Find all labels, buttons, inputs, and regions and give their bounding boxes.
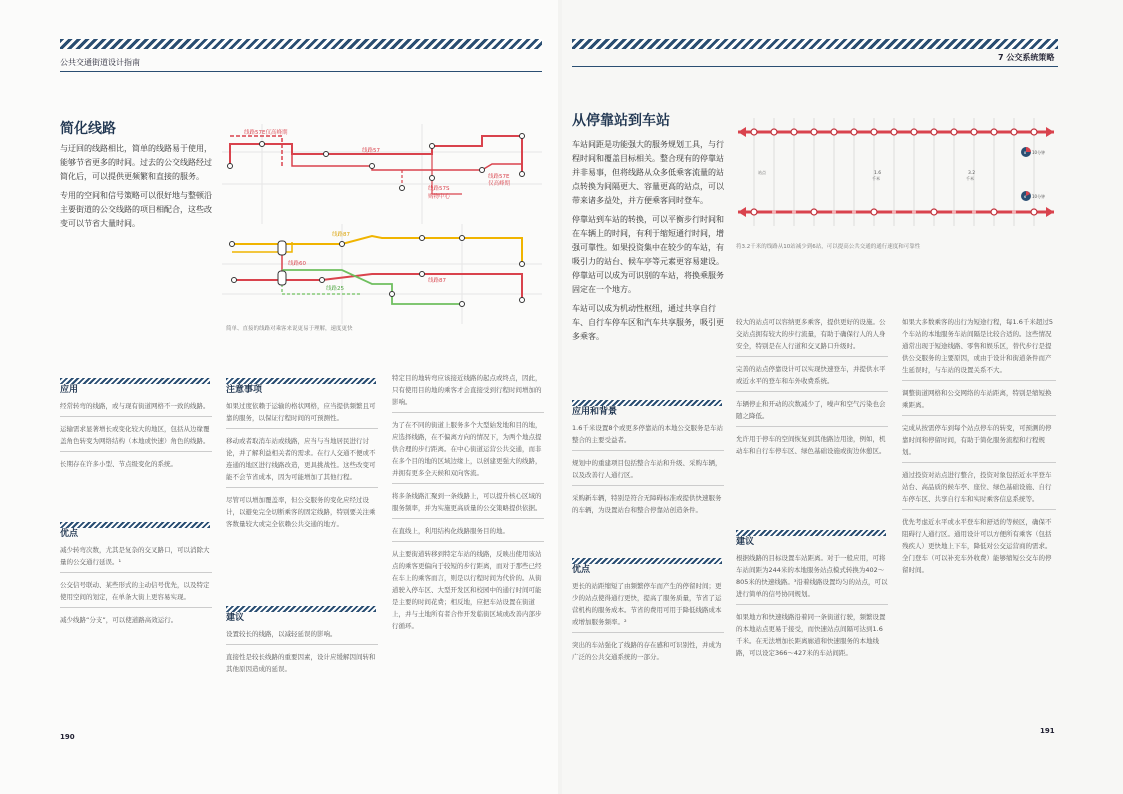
advantages-list (572, 580, 724, 673)
header-stripe (60, 39, 542, 49)
page-number: 191 (1040, 727, 1055, 735)
list-item: 车辆停止和开动的次数减少了，噪声和空气污染也会随之降低。 (736, 398, 888, 427)
intro-paragraph: 专用的空间和信号策略可以很好地与整顿沿主要街道的公交线路的项目相配合，这些改变可以节省大量时间。 (60, 191, 212, 228)
intro-text (572, 138, 724, 349)
list-item: 移动或者取消车站或线路，应当与当地居民进行讨论，并了解利益相关者的需求。在行人交通不便或不连通的地区进行线路改造，更具挑战性。这些改变可能不会节省成本，因为可能增加了其他行程。 (226, 435, 378, 488)
list-item: 完成从按需停车到每个站点停车的转变，可预测的停靠时间和停留时间，有助于简化服务流程和行程规划。 (902, 422, 1056, 463)
list-item: 更长的站距缩短了由频繁停车而产生的停留时间；更少的站点使得通行更快，提高了服务质量，节省了运营机构的服务成本。节省的费用可用于降低线路成本或增加服务频率。² (572, 580, 724, 633)
application-list (60, 400, 212, 480)
right-page (562, 0, 1123, 794)
intro-paragraph: 车站可以成为机动性枢纽，通过共享自行车、自行车停车区和汽车共享服务，吸引更多乘客。 (572, 304, 724, 341)
map-caption: 简单、直接的线路对乘客来说更易于理解，速度更快 (226, 326, 353, 332)
list-item: 采购新车辆，特别是符合无障碍标准或提供快速服务的车辆，为设置站台和整合停靠站创造条件。 (572, 494, 722, 514)
diagram-label: 3.2 (968, 171, 976, 176)
col2-list (736, 316, 888, 467)
background-list (572, 422, 724, 526)
stop-spacing-diagram (734, 118, 1060, 238)
list-item: 公交信号联动、某些形式的主动信号优先，以及特定使用空间的划定，在单条大街上更容易实现。 (60, 579, 212, 608)
heading-advantages: 优点 (572, 552, 722, 576)
list-item: 运输需求显著增长或变化较大的地区，包括从边缘覆盖角色转变为网络结构（本地或快速）角色的线路。 (60, 423, 212, 452)
list-item: 根据线路的目标设置车站距离。对于一般应用，可将车站间距为244米的本地服务站点模式转换为402～805米的快速线路。³沿着线路设置均匀的站点，可以进行简单的信号协同规划。 (736, 552, 888, 605)
list-item: 优先考虑近水平或水平登车和舒适的等候区，确保不阻碍行人通行区。通用设计可以方便所有乘客（包括残疾人）更快地上下车，降低对公交运营商的需求。全门登车（可以补充车外收费）能够缩短公交车的停留时间。 (902, 518, 1052, 574)
map-label: 线路57S (428, 186, 450, 192)
recommendations-list (226, 628, 378, 685)
running-head: 公共交通街道设计指南 (60, 58, 140, 67)
map-label: 线路57E (488, 174, 510, 180)
header-rule (572, 66, 1058, 67)
heading-notes: 注意事项 (226, 372, 376, 396)
diagram-label: 10分钟 (1032, 194, 1046, 199)
list-item: 将多条线路汇聚到一条线路上，可以提升核心区域的服务频率，并为实施更高质量的公交策略提供依据。 (392, 490, 544, 519)
list-item: 设置较长的线路，以减轻延误的影响。 (226, 628, 378, 645)
heading-background: 应用和背景 (572, 394, 722, 418)
heading-application: 应用 (60, 372, 210, 396)
diagram-label: 1.6 (874, 171, 882, 176)
heading-advantages: 优点 (60, 516, 210, 540)
list-item: 通过投资对站点进行整合，投资对象包括近水平登车站台、高品质的候车亭、座位、绿色基础设施、自行车停车区、共享自行车和实时乘客信息系统等。 (902, 469, 1056, 510)
list-item: 减少线路“分支”，可以使道路高效运行。 (60, 616, 178, 624)
list-item: 从主要街道转移到特定车站的线路，反映出使用该站点的乘客更偏向于较短的步行距离，而对于那些已经在车上的乘客而言，则是以行程时间为代价的。从街道驶入停车区、大型开发区和校园中的通行时间可能是主要的时间花费；相反地，应把车站设置在街道上，并与土地所有者合作开发临街区域或改善内部步行循环。 (392, 550, 542, 630)
list-item: 直接性是较长线路的重要因素，设计应缓解因间转和其他原因造成的延误。 (226, 653, 376, 673)
list-item: 如果过度依赖于运输的格状网格，应当提供频繁且可靠的服务，以保证行程时间的可预测性。 (226, 400, 378, 429)
map-label: 仅高峰期 (488, 181, 511, 187)
map-label: 线路87 (428, 278, 446, 284)
heading-recommendations: 建议 (736, 524, 886, 548)
diagram-label: 千米 (966, 176, 974, 181)
list-item: 经常转弯的线路，或与现有街道网格不一致的线路。 (60, 400, 212, 417)
map-label: 购物中心 (428, 194, 451, 200)
list-item: 长期存在许多小型、节点级变化的系统。 (60, 460, 177, 468)
list-item: 特定目的地转弯应该接近线路的起点或终点，因此，只有使用目的地的乘客才会直接受到行程时间增加的影响。 (392, 372, 544, 413)
list-item: 尽管可以增加覆盖率，但公交服务的变化应经过设计，以避免完全切断乘客的固定线路，特别要关注乘客数量较大或完全依赖公共交通的地方。 (226, 496, 376, 528)
col3-list (902, 316, 1056, 586)
diagram-label: 千米 (872, 176, 880, 181)
list-item: 较大的站点可以容纳更多乘客，提供更好的设施。公交站点拥有较大的步行流量，有助于确保行人的人身安全，特别是在人行道和交叉路口升级时。 (736, 316, 888, 357)
list-item: 突出的车站强化了线路的存在感和可识别性，并成为广泛的公共交通系统的一部分。 (572, 641, 722, 661)
list-item: 减少转弯次数，尤其是复杂的交叉路口，可以消除大量的公交通行延误。¹ (60, 544, 212, 573)
diagram-label: 站点 (758, 170, 766, 175)
pie-label: 8 (1024, 151, 1027, 155)
map-label: 线路60 (288, 261, 306, 267)
section-title: 从停靠站到车站 (572, 113, 670, 129)
list-item: 调整街道网格和公交网络的车站距离，特别是缩短换乘距离。 (902, 387, 1056, 416)
advantages-list (60, 544, 212, 636)
map-label: 线路25 (326, 286, 344, 292)
notes-list (226, 400, 378, 540)
left-page (0, 0, 558, 794)
intro-text (60, 142, 212, 236)
list-item: 如果大多数乘客的出行为短途行程，每1.6千米超过5个车站的本地服务车站间隔是比较合适的。这些情况通常出现于短途线路、零售和娱乐区，替代步行是提供公交服务的主要原因，或由于设计和街道条件而产生延误时，与车站的设置关系不大。 (902, 316, 1056, 381)
list-item: 规划中的重建项目包括整合车站和升级、采购车辆，以及改善行人通行区。 (572, 457, 724, 486)
header-rule (60, 71, 542, 72)
list-item: 1.6千米设置8个或更多停靠站的本地公交服务是车站整合的主要受益者。 (572, 422, 724, 451)
page-number: 190 (60, 733, 75, 741)
intro-paragraph: 停靠站到车站的转换，可以平衡步行时间和在车辆上的时间，有利于缩短通行时间，增强可靠性。如果投资集中在较少的车站，有吸引力的站台、候车亭等元素更容易建设。停靠站可以成为可识别的车站，将换乘服务固定在一个地方。 (572, 215, 724, 294)
list-item: 在直线上，利用结构化线路服务目的地。 (392, 525, 544, 542)
section-title: 简化线路 (60, 121, 116, 137)
list-item: 完善的站点停靠设计可以实现快速登车，并提供水平或近水平的登车和车外收费系统。 (736, 363, 888, 392)
running-head: 7 公交系统策略 (998, 53, 1055, 62)
list-item: 为了在不同的街道上服务多个大型始发地和目的地，应选择线路，在不偏离方向的情况下，为两个地点提供合理的步行距离。在中心街道运营公共交通，而非在多个目的地的区域边缘上，以创建更强大的线路，并拥有更多全天候和双向客流。 (392, 419, 544, 484)
map-label: 线路57 (362, 148, 380, 154)
intro-paragraph: 与迂回的线路相比，简单的线路易于使用，能够节省更多的时间。过去的公交线路经过简化后，可以提供更频繁和直接的服务。 (60, 144, 212, 181)
map-label: 线路87 (332, 232, 350, 238)
route-map (222, 124, 542, 324)
diagram-label: 10分钟 (1032, 150, 1046, 155)
list-item: 如果地方和快速线路沿着同一条街道行驶，频繁设置的本地站点更易于接受，而快速站点间隔可达到1.6千米。在无法增加长距离廊道和快速服务的本地线路，可以设定366～427米的车站间距。 (736, 613, 886, 657)
heading-recommendations: 建议 (226, 600, 376, 624)
map-label: 线路57E仅高峰期 (244, 130, 288, 136)
list-item: 允许用于停车的空间恢复到其他路边用途，例如，机动车和自行车停车区、绿色基础设施或街边休憩区。 (736, 435, 886, 455)
diagram-caption: 将3.2千米的线路从10站减少到6站，可以提高公共交通的通行速度和可靠性 (736, 244, 921, 250)
pie-label: 6 (1024, 195, 1027, 199)
col3-list (392, 372, 544, 642)
recommendations-list (736, 552, 888, 669)
intro-paragraph: 车站间距是功能强大的服务规划工具，与行程时间和覆盖目标相关。整合现有的停靠站并非易事，但将线路从众多低乘客流量的站点转换为间隔更大、容量更高的站点，可以带来诸多益处，并方便乘客同时登车。 (572, 140, 724, 205)
header-stripe (572, 39, 1058, 49)
